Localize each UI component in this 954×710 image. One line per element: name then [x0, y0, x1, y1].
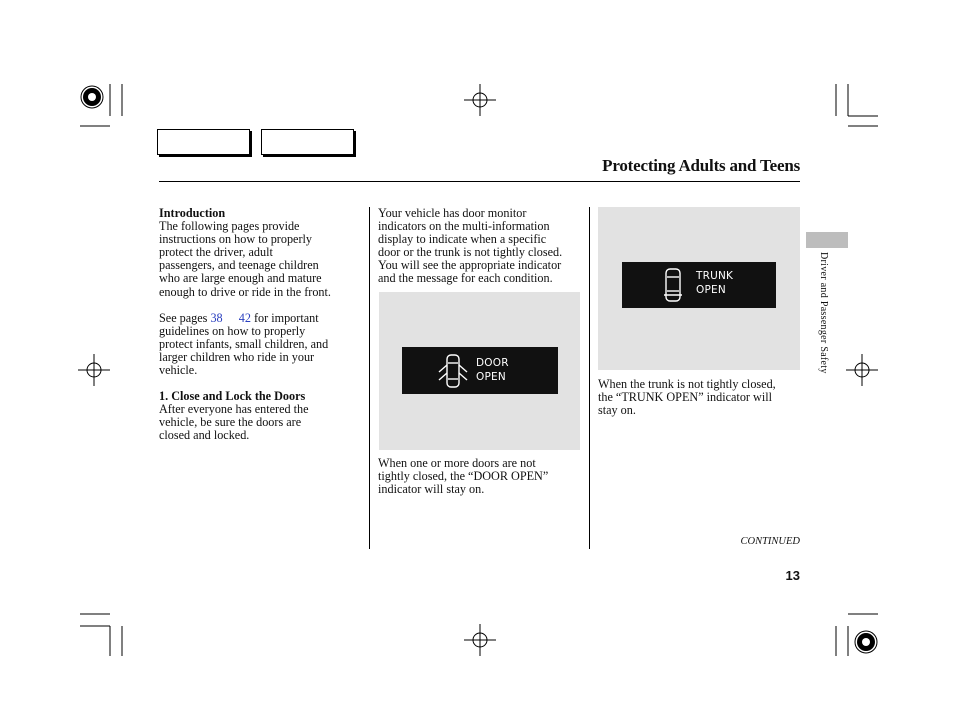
registration-mark-icon [855, 631, 877, 653]
trunk-open-caption: When the trunk is not tightly closed, the “TRUNK OPEN” indicator will stay on. [598, 377, 776, 418]
door-open-indicator [402, 347, 558, 394]
open-label: OPEN [476, 371, 506, 383]
see-line: larger children who ride in your [159, 349, 315, 364]
door-label: DOOR [476, 357, 509, 369]
intro-line: who are large enough and mature [159, 271, 322, 286]
crosshair-icon [846, 354, 878, 386]
column-1 [159, 207, 364, 443]
trunk-open-figure [598, 207, 800, 370]
nav-button-contents[interactable] [157, 129, 250, 155]
step-heading: 1. Close and Lock the Doors [159, 389, 306, 404]
page-link-38[interactable]: 38 [210, 310, 223, 325]
intro-line: enough to drive or ride in the front. [159, 284, 331, 299]
nav-button-index[interactable] [261, 129, 354, 155]
see-line: protect infants, small children, and [159, 336, 329, 351]
step-line: After everyone has entered the [159, 402, 309, 417]
section-tab [806, 232, 848, 248]
see-line: guidelines on how to properly [159, 323, 306, 338]
door-open-caption: When one or more doors are not tightly closed, the “DOOR OPEN” indicator will stay on. [378, 456, 549, 497]
intro-heading: Introduction [159, 206, 226, 220]
see-line: vehicle. [159, 363, 198, 378]
column-2-intro [378, 207, 586, 286]
body-line: Your vehicle has door monitor [378, 206, 527, 220]
step-line: closed and locked. [159, 428, 250, 443]
car-trunk-open-icon [662, 267, 684, 303]
page-title: Protecting Adults and Teens [602, 156, 800, 175]
trunk-open-indicator [622, 262, 776, 308]
page-link-42[interactable]: 42 [238, 310, 251, 325]
body-line: You will see the appropriate indicator [378, 258, 562, 273]
intro-line: protect the driver, adult [159, 245, 273, 260]
open-label: OPEN [696, 284, 726, 296]
crosshair-icon [464, 624, 496, 656]
car-doors-open-icon [436, 353, 470, 389]
column-divider [589, 207, 590, 549]
registration-mark-icon [81, 86, 103, 108]
body-line: indicators on the multi-information [378, 219, 550, 234]
body-line: door or the trunk is not tightly closed. [378, 245, 563, 260]
body-line: and the message for each condition. [378, 271, 553, 286]
trunk-label: TRUNK [696, 270, 734, 282]
intro-line: passengers, and teenage children [159, 258, 319, 273]
see-pages-line: See pages 38 42 for important [159, 310, 319, 325]
section-label: Driver and Passenger Safety [818, 252, 829, 374]
title-rule [159, 181, 800, 182]
page-number: 13 [785, 568, 800, 583]
intro-line: The following pages provide [159, 219, 300, 234]
intro-line: instructions on how to properly [159, 232, 313, 247]
step-line: vehicle, be sure the doors are [159, 415, 302, 430]
door-open-figure [379, 292, 580, 450]
crosshair-icon [464, 84, 496, 116]
body-line: display to indicate when a specific [378, 232, 547, 247]
column-divider [369, 207, 370, 549]
continued-label: CONTINUED [740, 536, 800, 547]
crosshair-icon [78, 354, 110, 386]
